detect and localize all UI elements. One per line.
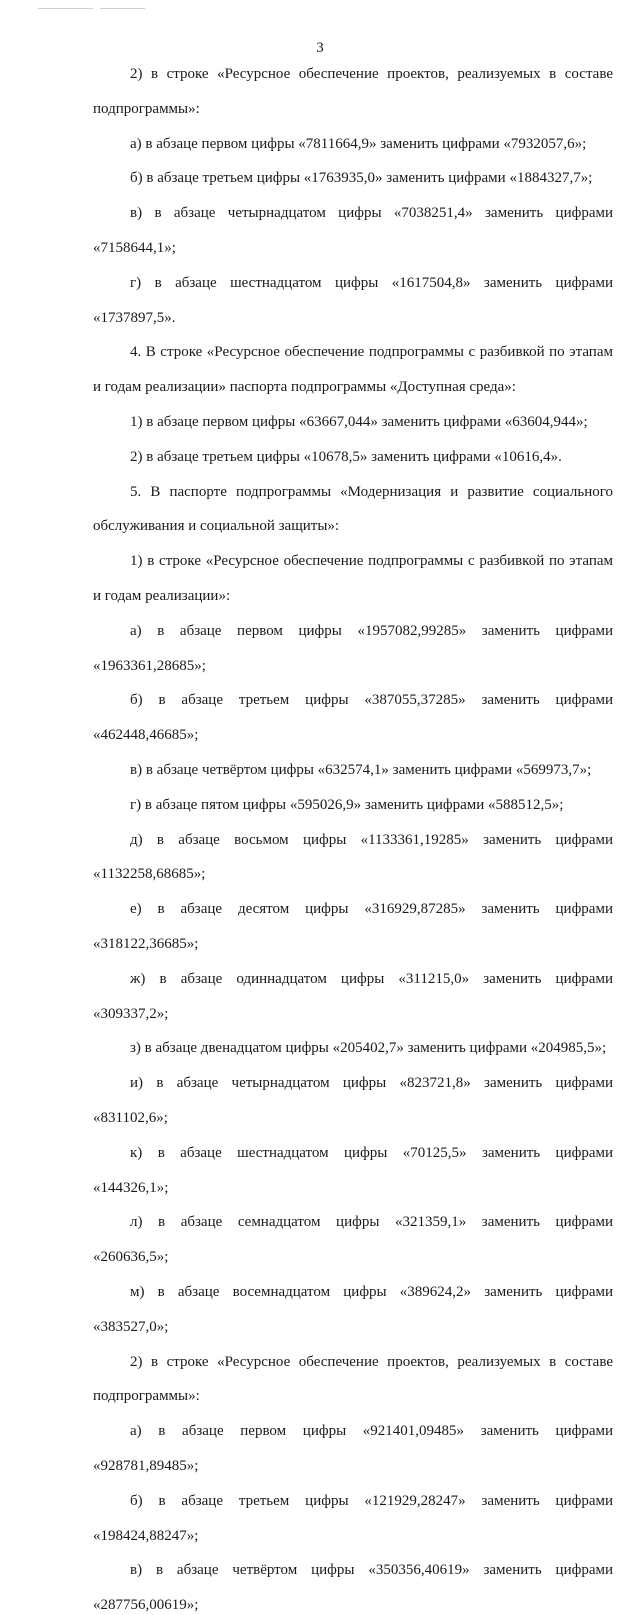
paragraph-continuation-line: «383527,0»;	[93, 1318, 169, 1335]
paragraph-line: л) в абзаце семнадцатом цифры «321359,1» заменить цифрами	[130, 1214, 613, 1231]
paragraph-line: г) в абзаце шестнадцатом цифры «1617504,8» заменить цифрами	[130, 274, 613, 291]
paragraph-line: 5. В паспорте подпрограммы «Модернизация и развитие социального	[130, 483, 613, 500]
paragraph-continuation-line: «318122,36685»;	[93, 936, 199, 952]
paragraph-line: в) в абзаце четвёртом цифры «632574,1» заменить цифрами «569973,7»;	[130, 762, 592, 778]
paragraph-continuation-line: обслуживания и социальной защиты»:	[93, 518, 340, 535]
paragraph-continuation-line: «831102,6»;	[93, 1110, 168, 1126]
paragraph-line: г) в абзаце пятом цифры «595026,9» заменить цифрами «588512,5»;	[130, 796, 564, 813]
paragraph-line: а) в абзаце первом цифры «1957082,99285» заменить цифрами	[130, 622, 613, 639]
paragraph-line: з) в абзаце двенадцатом цифры «205402,7» заменить цифрами «204985,5»;	[130, 1040, 607, 1057]
paragraph-line: в) в абзаце четырнадцатом цифры «7038251,4» заменить цифрами	[130, 205, 613, 222]
paragraph-line: а) в абзаце первом цифры «7811664,9» заменить цифрами «7932057,6»;	[130, 135, 587, 152]
paragraph-line: б) в абзаце третьем цифры «1763935,0» заменить цифрами «1884327,7»;	[130, 170, 593, 187]
paragraph-continuation-line: «1963361,28685»;	[93, 657, 206, 674]
scan-edge-mark	[100, 8, 145, 9]
paragraph-continuation-line: подпрограммы»:	[93, 100, 200, 117]
paragraph-continuation-line: «144326,1»;	[93, 1179, 169, 1196]
paragraph-line: д) в абзаце восьмом цифры «1133361,19285» заменить цифрами	[130, 831, 613, 848]
paragraph-continuation-line: «462448,46685»;	[93, 727, 199, 744]
paragraph-line: 2) в строке «Ресурсное обеспечение проектов, реализуемых в составе	[130, 66, 613, 82]
paragraph-line: б) в абзаце третьем цифры «121929,28247» заменить цифрами	[130, 1492, 613, 1509]
paragraph-continuation-line: «1132258,68685»;	[93, 866, 206, 883]
paragraph-continuation-line: «309337,2»;	[93, 1005, 169, 1022]
paragraph-continuation-line: «7158644,1»;	[93, 240, 176, 256]
paragraph-line: ж) в абзаце одиннадцатом цифры «311215,0» заменить цифрами	[130, 970, 613, 987]
paragraph-line: 1) в абзаце первом цифры «63667,044» заменить цифрами «63604,944»;	[130, 414, 588, 430]
paragraph-line: а) в абзаце первом цифры «921401,09485» заменить цифрами	[130, 1423, 613, 1440]
paragraph-line: м) в абзаце восемнадцатом цифры «389624,2» заменить цифрами	[130, 1284, 613, 1300]
paragraph-continuation-line: «198424,88247»;	[93, 1527, 199, 1544]
paragraph-continuation-line: «1737897,5».	[93, 309, 176, 326]
paragraph-continuation-line: «260636,5»;	[93, 1249, 169, 1266]
paragraph-line: и) в абзаце четырнадцатом цифры «823721,8» заменить цифрами	[130, 1075, 613, 1092]
paragraph-continuation-line: и годам реализации»:	[93, 588, 231, 604]
paragraph-continuation-line: подпрограммы»:	[93, 1388, 200, 1405]
paragraph-line: 2) в абзаце третьем цифры «10678,5» заменить цифрами «10616,4».	[130, 448, 562, 465]
scan-edge-mark	[38, 8, 93, 9]
paragraph-line: е) в абзаце десятом цифры «316929,87285» заменить цифрами	[130, 901, 613, 918]
paragraph-line: б) в абзаце третьем цифры «387055,37285» заменить цифрами	[130, 692, 613, 709]
paragraph-line: 2) в строке «Ресурсное обеспечение проектов, реализуемых в составе	[130, 1353, 613, 1370]
paragraph-line: 4. В строке «Ресурсное обеспечение подпрограммы с разбивкой по этапам	[130, 344, 613, 361]
paragraph-line: 1) в строке «Ресурсное обеспечение подпрограммы с разбивкой по этапам	[130, 553, 613, 570]
paragraph-line: в) в абзаце четвёртом цифры «350356,40619» заменить цифрами	[130, 1562, 613, 1579]
paragraph-continuation-line: «928781,89485»;	[93, 1458, 199, 1474]
page-number: 3	[316, 40, 324, 56]
paragraph-line: к) в абзаце шестнадцатом цифры «70125,5» заменить цифрами	[130, 1144, 613, 1161]
paragraph-continuation-line: и годам реализации» паспорта подпрограммы «Доступная среда»:	[93, 379, 516, 396]
paragraph-continuation-line: «287756,00619»;	[93, 1597, 199, 1614]
